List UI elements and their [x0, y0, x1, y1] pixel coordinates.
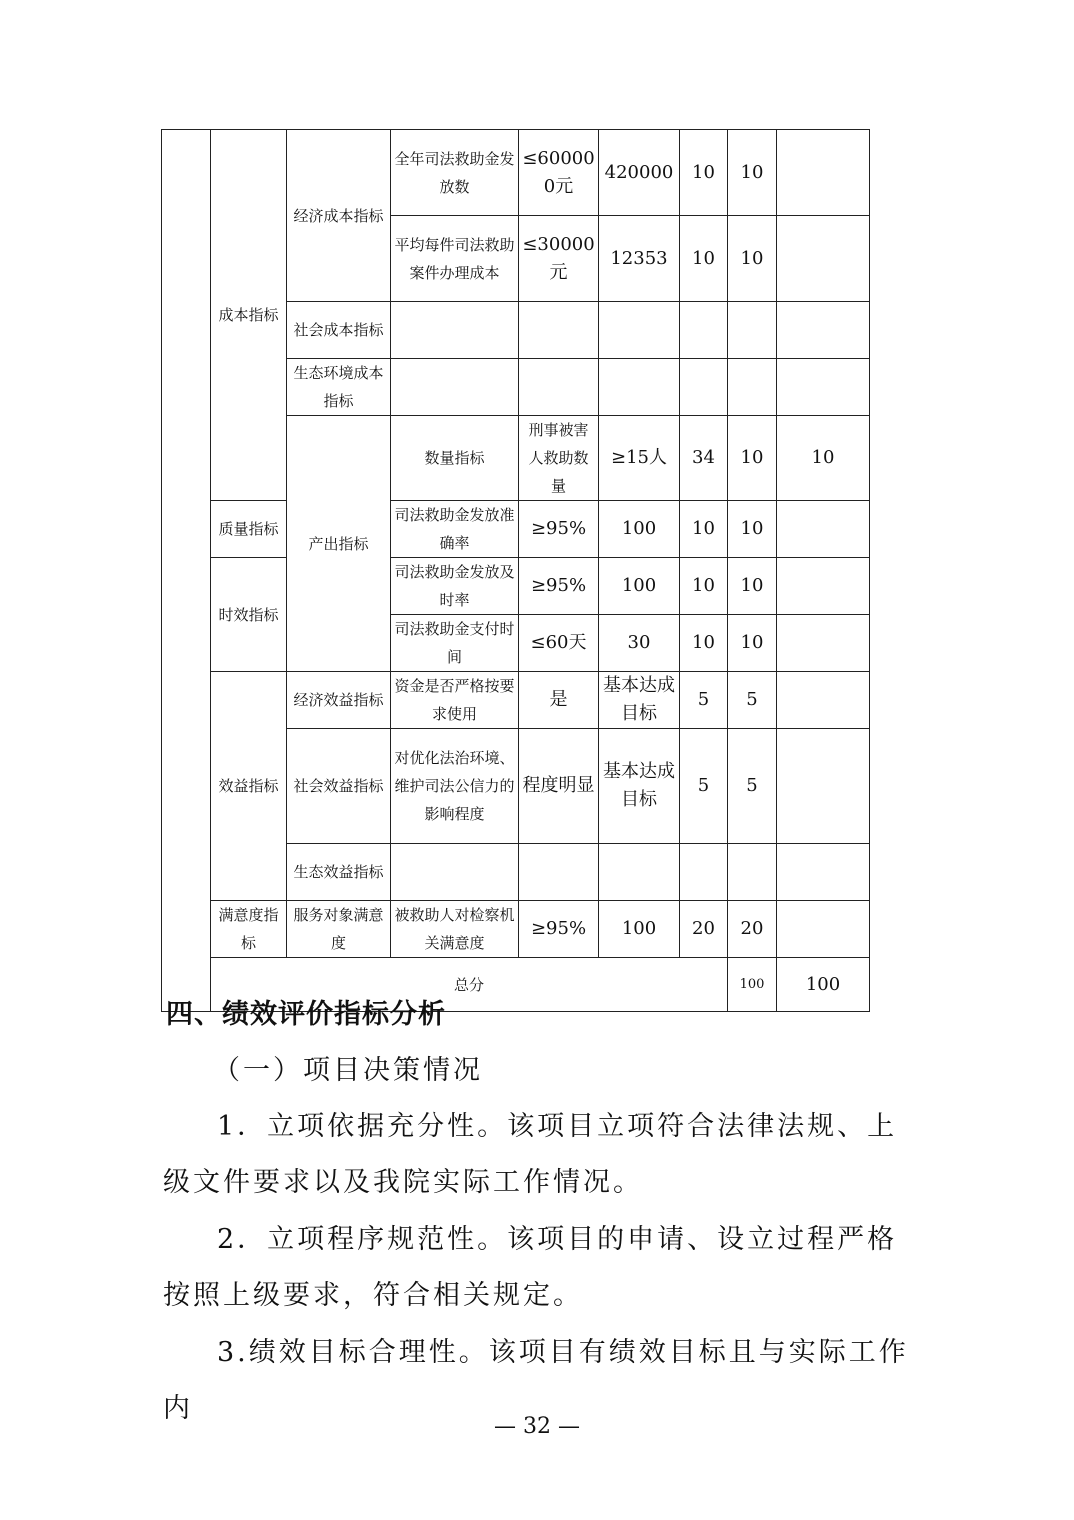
target-cell: ≤30000元 [519, 216, 599, 302]
indicator-cell: 刑事被害人救助数量 [519, 416, 599, 501]
score-cell: 20 [728, 901, 777, 958]
section-subheading: （一）项目决策情况 [213, 1055, 483, 1086]
score-cell: 5 [728, 672, 777, 729]
level1-benefit: 效益指标 [211, 672, 287, 901]
remark-cell [777, 501, 870, 558]
blank-cell [162, 130, 211, 1012]
level2-quality: 质量指标 [211, 501, 287, 558]
actual-cell: 34 [680, 416, 728, 501]
indicator-cell: 对优化法治环境、维护司法公信力的影响程度 [391, 729, 519, 844]
actual-cell: 12353 [599, 216, 680, 302]
total-weight: 100 [728, 958, 777, 1012]
actual-cell: 100 [599, 558, 680, 615]
target-cell: 是 [519, 672, 599, 729]
performance-table [161, 129, 870, 1012]
indicator-cell: 司法救助金发放准确率 [391, 501, 519, 558]
target-cell: 程度明显 [519, 729, 599, 844]
page-number: — 32 — [494, 1414, 580, 1439]
indicator-cell: 平均每件司法救助案件办理成本 [391, 216, 519, 302]
table-row [162, 672, 870, 729]
section-heading: 四、绩效评价指标分析 [166, 999, 446, 1030]
total-label: 总分 [211, 958, 728, 1012]
level2-quantity: 数量指标 [391, 416, 519, 501]
weight-cell: 10 [680, 615, 728, 672]
actual-cell: 基本达成目标 [599, 672, 680, 729]
target-cell: ≥95% [519, 501, 599, 558]
level1-cost: 成本指标 [211, 130, 287, 501]
total-score: 100 [777, 958, 870, 1012]
level2-economic-cost: 经济成本指标 [287, 130, 391, 302]
actual-cell: 100 [599, 901, 680, 958]
actual-cell: 100 [599, 501, 680, 558]
weight-cell: 10 [680, 558, 728, 615]
score-cell: 10 [728, 615, 777, 672]
weight-cell: 5 [680, 672, 728, 729]
table-row [162, 501, 870, 558]
target-cell: ≤600000元 [519, 130, 599, 216]
remark-cell [777, 901, 870, 958]
level2-economic-benefit: 经济效益指标 [287, 672, 391, 729]
target-cell: ≥95% [519, 558, 599, 615]
actual-cell: 420000 [599, 130, 680, 216]
table-row [162, 901, 870, 958]
level2-social-benefit: 社会效益指标 [287, 729, 391, 844]
score-cell: 5 [728, 729, 777, 844]
weight-cell: 20 [680, 901, 728, 958]
indicator-cell: 司法救助金支付时间 [391, 615, 519, 672]
level2-eco-env-cost: 生态环境成本指标 [287, 359, 391, 416]
indicator-cell: 司法救助金发放及时率 [391, 558, 519, 615]
target-cell: ≥95% [519, 901, 599, 958]
weight-cell: 10 [680, 130, 728, 216]
level2-service-satisfaction: 服务对象满意度 [287, 901, 391, 958]
indicator-cell: 全年司法救助金发放数 [391, 130, 519, 216]
score-cell: 10 [728, 216, 777, 302]
remark-cell [777, 558, 870, 615]
remark-cell [777, 216, 870, 302]
level2-timeliness: 时效指标 [211, 558, 287, 672]
table-row [162, 558, 870, 615]
actual-cell: 基本达成目标 [599, 729, 680, 844]
score-cell: 10 [728, 558, 777, 615]
level1-satisfaction: 满意度指标 [211, 901, 287, 958]
score-cell: 10 [777, 416, 870, 501]
indicator-cell: 被救助人对检察机关满意度 [391, 901, 519, 958]
weight-cell: 10 [680, 216, 728, 302]
target-cell: ≤60天 [519, 615, 599, 672]
level1-output: 产出指标 [287, 416, 391, 672]
remark-cell [777, 729, 870, 844]
indicator-cell: 资金是否严格按要求使用 [391, 672, 519, 729]
table-row [162, 130, 870, 216]
score-cell: 10 [728, 130, 777, 216]
paragraph: 3.绩效目标合理性。该项目有绩效目标且与实际工作内 [163, 1337, 909, 1424]
remark-cell [777, 672, 870, 729]
weight-cell: 10 [680, 501, 728, 558]
paragraph: 1．立项依据充分性。该项目立项符合法律法规、上级文件要求以及我院实际工作情况。 [163, 1111, 898, 1198]
level2-social-cost: 社会成本指标 [287, 302, 391, 359]
remark-cell [777, 130, 870, 216]
level2-ecological-benefit: 生态效益指标 [287, 844, 391, 901]
actual-cell: 30 [599, 615, 680, 672]
weight-cell: 10 [728, 416, 777, 501]
remark-cell [777, 615, 870, 672]
weight-cell: 5 [680, 729, 728, 844]
paragraph: 2．立项程序规范性。该项目的申请、设立过程严格按照上级要求，符合相关规定。 [163, 1224, 898, 1311]
score-cell: 10 [728, 501, 777, 558]
target-cell: ≥15人 [599, 416, 680, 501]
